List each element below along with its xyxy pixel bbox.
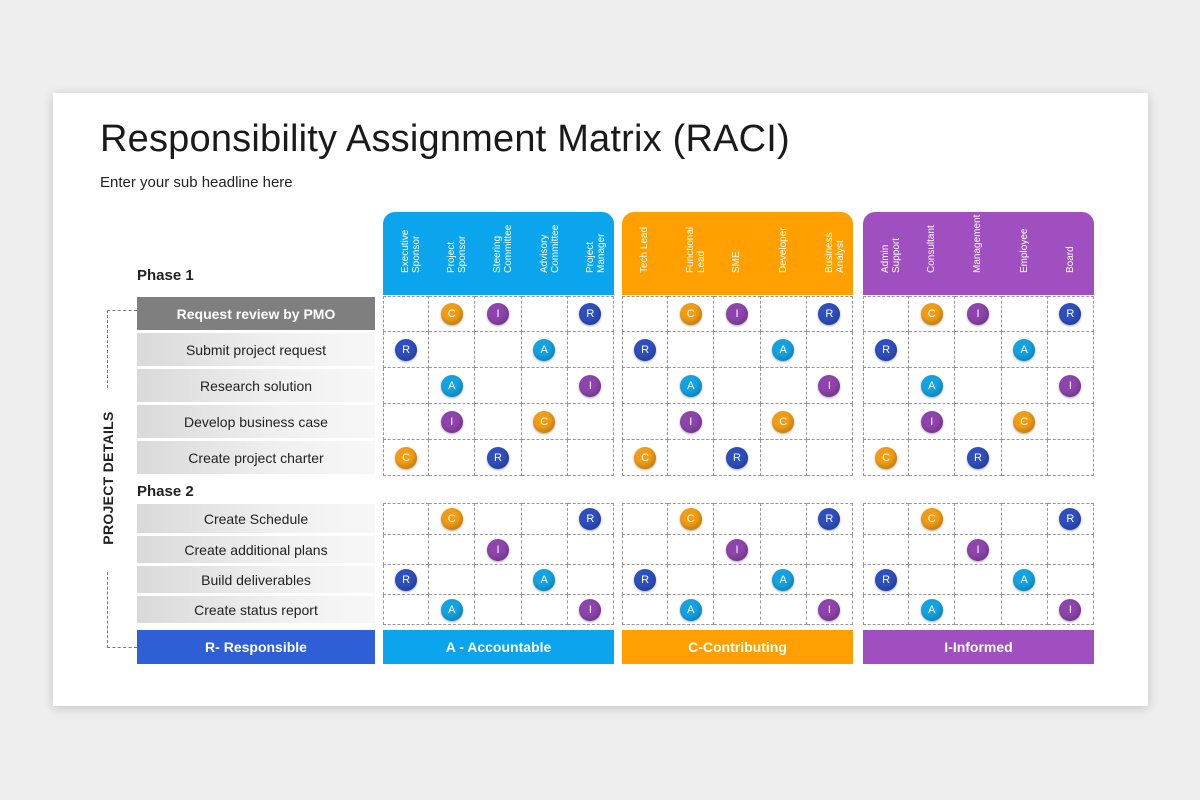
raci-r-badge: R: [875, 569, 897, 591]
matrix-cell: [429, 565, 475, 595]
matrix-cell: [622, 296, 668, 332]
raci-r-badge: R: [1059, 508, 1081, 530]
matrix-cell: [714, 296, 760, 332]
role-column-header: [568, 212, 614, 295]
raci-a-badge: A: [772, 339, 794, 361]
matrix-cell: [522, 368, 568, 404]
role-label: Consultant: [926, 225, 938, 273]
matrix-cell: [568, 595, 614, 625]
role-label: Executive Sponsor: [400, 229, 423, 273]
matrix-cell: [622, 535, 668, 565]
matrix-cell: [761, 565, 807, 595]
matrix-cell: [475, 503, 521, 535]
role-label: Employee: [1018, 228, 1030, 273]
raci-a-badge: A: [921, 599, 943, 621]
raci-i-badge: I: [579, 599, 601, 621]
matrix-cell: [863, 565, 909, 595]
matrix-cell: [863, 595, 909, 625]
role-label: Management: [972, 214, 984, 273]
matrix-cell: [807, 440, 853, 476]
legend-item: I-Informed: [863, 630, 1094, 664]
matrix-cell: [955, 296, 1001, 332]
raci-a-badge: A: [533, 569, 555, 591]
matrix-cell: [383, 404, 429, 440]
role-group-header: [383, 212, 614, 295]
matrix-cell: [429, 404, 475, 440]
matrix-cell: [807, 404, 853, 440]
role-column-header: [522, 212, 568, 295]
matrix-cell: [668, 595, 714, 625]
matrix-cell: [475, 368, 521, 404]
matrix-cell: [761, 535, 807, 565]
page-subtitle: Enter your sub headline here: [100, 174, 293, 191]
matrix-cell: [522, 535, 568, 565]
matrix-cell: [1002, 565, 1048, 595]
matrix-cell: [909, 595, 955, 625]
matrix-cell: [429, 440, 475, 476]
matrix-cell: [863, 404, 909, 440]
matrix-cell: [429, 535, 475, 565]
task-label: Research solution: [137, 369, 375, 402]
matrix-cell: [568, 368, 614, 404]
matrix-cell: [383, 440, 429, 476]
matrix-cell: [863, 332, 909, 368]
matrix-cell: [863, 296, 909, 332]
bracket-top: [107, 310, 137, 388]
task-label: Create project charter: [137, 441, 375, 474]
raci-c-badge: C: [634, 447, 656, 469]
role-label: Developer: [777, 227, 789, 273]
matrix-cell: [1048, 404, 1094, 440]
matrix-cell: [668, 332, 714, 368]
matrix-cell: [807, 332, 853, 368]
matrix-cell: [714, 404, 760, 440]
matrix-cell: [429, 332, 475, 368]
task-label: Create Schedule: [137, 504, 375, 533]
raci-c-badge: C: [680, 508, 702, 530]
role-column-header: [383, 212, 429, 295]
matrix-cell: [668, 565, 714, 595]
raci-c-badge: C: [680, 303, 702, 325]
matrix-cell: [955, 565, 1001, 595]
matrix-cell: [1048, 595, 1094, 625]
matrix-cell: [955, 440, 1001, 476]
matrix-cell: [955, 368, 1001, 404]
raci-r-badge: R: [487, 447, 509, 469]
raci-i-badge: I: [487, 303, 509, 325]
matrix-cell: [668, 535, 714, 565]
matrix-cell: [568, 332, 614, 368]
role-group-header: [622, 212, 853, 295]
matrix-cell: [714, 332, 760, 368]
matrix-cell: [522, 332, 568, 368]
raci-r-badge: R: [967, 447, 989, 469]
role-column-header: [668, 212, 714, 295]
matrix-cell: [714, 535, 760, 565]
matrix-cell: [383, 332, 429, 368]
raci-i-badge: I: [967, 539, 989, 561]
role-column-header: [955, 212, 1001, 295]
matrix-cell: [622, 440, 668, 476]
matrix-cell: [1002, 595, 1048, 625]
phase-title: Phase 2: [137, 483, 194, 500]
matrix-cell: [714, 368, 760, 404]
raci-r-badge: R: [634, 339, 656, 361]
matrix-cell: [863, 368, 909, 404]
raci-r-badge: R: [818, 303, 840, 325]
matrix-cell: [909, 296, 955, 332]
matrix-cell: [909, 368, 955, 404]
matrix-cell: [429, 595, 475, 625]
matrix-cell: [714, 503, 760, 535]
raci-c-badge: C: [441, 508, 463, 530]
matrix-cell: [714, 595, 760, 625]
matrix-cell: [475, 404, 521, 440]
raci-c-badge: C: [441, 303, 463, 325]
raci-r-badge: R: [875, 339, 897, 361]
role-column-header: [909, 212, 955, 295]
matrix-cell: [714, 565, 760, 595]
matrix-cell: [622, 368, 668, 404]
raci-r-badge: R: [1059, 303, 1081, 325]
matrix-cell: [909, 535, 955, 565]
legend-item: A - Accountable: [383, 630, 614, 664]
matrix-cell: [1048, 565, 1094, 595]
matrix-cell: [522, 595, 568, 625]
legend-item: R- Responsible: [137, 630, 375, 664]
matrix-cell: [863, 440, 909, 476]
raci-c-badge: C: [1013, 411, 1035, 433]
raci-r-badge: R: [818, 508, 840, 530]
raci-i-badge: I: [726, 303, 748, 325]
raci-r-badge: R: [395, 569, 417, 591]
matrix-cell: [1048, 296, 1094, 332]
matrix-cell: [568, 503, 614, 535]
matrix-cell: [1002, 535, 1048, 565]
role-column-header: [863, 212, 909, 295]
matrix-cell: [807, 595, 853, 625]
matrix-cell: [622, 404, 668, 440]
task-label: Submit project request: [137, 333, 375, 366]
task-label: Request review by PMO: [137, 297, 375, 330]
raci-a-badge: A: [441, 375, 463, 397]
matrix-cell: [668, 296, 714, 332]
role-column-header: [429, 212, 475, 295]
raci-r-badge: R: [579, 303, 601, 325]
raci-c-badge: C: [875, 447, 897, 469]
raci-c-badge: C: [921, 303, 943, 325]
raci-i-badge: I: [680, 411, 702, 433]
matrix-cell: [383, 595, 429, 625]
matrix-cell: [1002, 296, 1048, 332]
phase-title: Phase 1: [137, 267, 194, 284]
matrix-cell: [1002, 368, 1048, 404]
matrix-cell: [955, 595, 1001, 625]
matrix-cell: [568, 565, 614, 595]
role-column-header: [475, 212, 521, 295]
matrix-cell: [863, 535, 909, 565]
raci-a-badge: A: [1013, 339, 1035, 361]
matrix-cell: [761, 595, 807, 625]
role-column-header: [761, 212, 807, 295]
matrix-cell: [522, 503, 568, 535]
raci-a-badge: A: [680, 375, 702, 397]
matrix-cell: [955, 404, 1001, 440]
role-label: Project Manager: [584, 233, 607, 273]
matrix-cell: [522, 565, 568, 595]
side-label-text: PROJECT DETAILS: [100, 411, 116, 545]
matrix-cell: [1002, 440, 1048, 476]
role-column-header: [1048, 212, 1094, 295]
role-label: Business Analyst: [823, 232, 846, 273]
role-column-header: [1002, 212, 1048, 295]
raci-i-badge: I: [921, 411, 943, 433]
matrix-cell: [429, 296, 475, 332]
matrix-cell: [568, 440, 614, 476]
legend-item: C-Contributing: [622, 630, 853, 664]
matrix-cell: [568, 535, 614, 565]
role-label: Admin Support: [880, 237, 903, 273]
raci-i-badge: I: [967, 303, 989, 325]
matrix-cell: [383, 565, 429, 595]
raci-c-badge: C: [533, 411, 555, 433]
raci-i-badge: I: [818, 599, 840, 621]
raci-c-badge: C: [395, 447, 417, 469]
role-label: Advisory Committee: [538, 224, 561, 273]
matrix-cell: [807, 565, 853, 595]
matrix-cell: [475, 440, 521, 476]
matrix-cell: [668, 503, 714, 535]
raci-a-badge: A: [772, 569, 794, 591]
raci-c-badge: C: [772, 411, 794, 433]
raci-a-badge: A: [1013, 569, 1035, 591]
matrix-cell: [1048, 503, 1094, 535]
matrix-cell: [909, 404, 955, 440]
matrix-cell: [863, 503, 909, 535]
matrix-cell: [522, 404, 568, 440]
matrix-cell: [668, 440, 714, 476]
role-label: Functional Lead: [685, 226, 708, 273]
task-label: Develop business case: [137, 405, 375, 438]
matrix-cell: [1048, 535, 1094, 565]
matrix-cell: [807, 368, 853, 404]
role-column-header: [714, 212, 760, 295]
matrix-cell: [909, 503, 955, 535]
raci-r-badge: R: [579, 508, 601, 530]
matrix-cell: [475, 595, 521, 625]
matrix-cell: [622, 565, 668, 595]
matrix-cell: [761, 368, 807, 404]
matrix-cell: [475, 332, 521, 368]
raci-i-badge: I: [1059, 375, 1081, 397]
raci-c-badge: C: [921, 508, 943, 530]
matrix-cell: [383, 535, 429, 565]
bracket-bottom: [107, 572, 137, 648]
matrix-cell: [761, 332, 807, 368]
raci-i-badge: I: [441, 411, 463, 433]
matrix-cell: [475, 565, 521, 595]
matrix-cell: [1048, 368, 1094, 404]
raci-i-badge: I: [579, 375, 601, 397]
matrix-cell: [622, 503, 668, 535]
matrix-cell: [909, 440, 955, 476]
raci-i-badge: I: [1059, 599, 1081, 621]
raci-a-badge: A: [921, 375, 943, 397]
matrix-cell: [909, 332, 955, 368]
matrix-cell: [955, 535, 1001, 565]
matrix-cell: [622, 332, 668, 368]
raci-r-badge: R: [726, 447, 748, 469]
matrix-cell: [761, 503, 807, 535]
matrix-cell: [955, 503, 1001, 535]
raci-a-badge: A: [680, 599, 702, 621]
matrix-cell: [475, 535, 521, 565]
matrix-cell: [807, 296, 853, 332]
role-column-header: [622, 212, 668, 295]
matrix-cell: [1002, 503, 1048, 535]
role-label: Tech Lead: [639, 226, 651, 273]
raci-a-badge: A: [441, 599, 463, 621]
matrix-cell: [1048, 440, 1094, 476]
matrix-cell: [955, 332, 1001, 368]
task-label: Create additional plans: [137, 536, 375, 563]
matrix-cell: [807, 535, 853, 565]
matrix-cell: [622, 595, 668, 625]
matrix-cell: [383, 296, 429, 332]
task-label: Create status report: [137, 596, 375, 623]
matrix-cell: [1002, 332, 1048, 368]
raci-r-badge: R: [634, 569, 656, 591]
matrix-cell: [522, 440, 568, 476]
matrix-cell: [568, 296, 614, 332]
matrix-cell: [1048, 332, 1094, 368]
matrix-cell: [761, 440, 807, 476]
matrix-cell: [429, 368, 475, 404]
task-label: Build deliverables: [137, 566, 375, 593]
matrix-cell: [383, 503, 429, 535]
matrix-cell: [1002, 404, 1048, 440]
matrix-cell: [668, 404, 714, 440]
raci-a-badge: A: [533, 339, 555, 361]
role-group-header: [863, 212, 1094, 295]
matrix-cell: [909, 565, 955, 595]
matrix-cell: [761, 296, 807, 332]
role-label: SME: [731, 251, 743, 273]
matrix-cell: [761, 404, 807, 440]
matrix-cell: [807, 503, 853, 535]
page-title: Responsibility Assignment Matrix (RACI): [100, 118, 790, 160]
raci-i-badge: I: [726, 539, 748, 561]
matrix-cell: [668, 368, 714, 404]
role-column-header: [807, 212, 853, 295]
matrix-cell: [429, 503, 475, 535]
raci-i-badge: I: [487, 539, 509, 561]
role-label: Project Sponsor: [446, 235, 469, 273]
matrix-cell: [475, 296, 521, 332]
matrix-cell: [714, 440, 760, 476]
raci-i-badge: I: [818, 375, 840, 397]
role-label: Steering Committee: [492, 224, 515, 273]
raci-r-badge: R: [395, 339, 417, 361]
matrix-cell: [522, 296, 568, 332]
matrix-cell: [383, 368, 429, 404]
matrix-cell: [568, 404, 614, 440]
role-label: Board: [1064, 246, 1076, 273]
